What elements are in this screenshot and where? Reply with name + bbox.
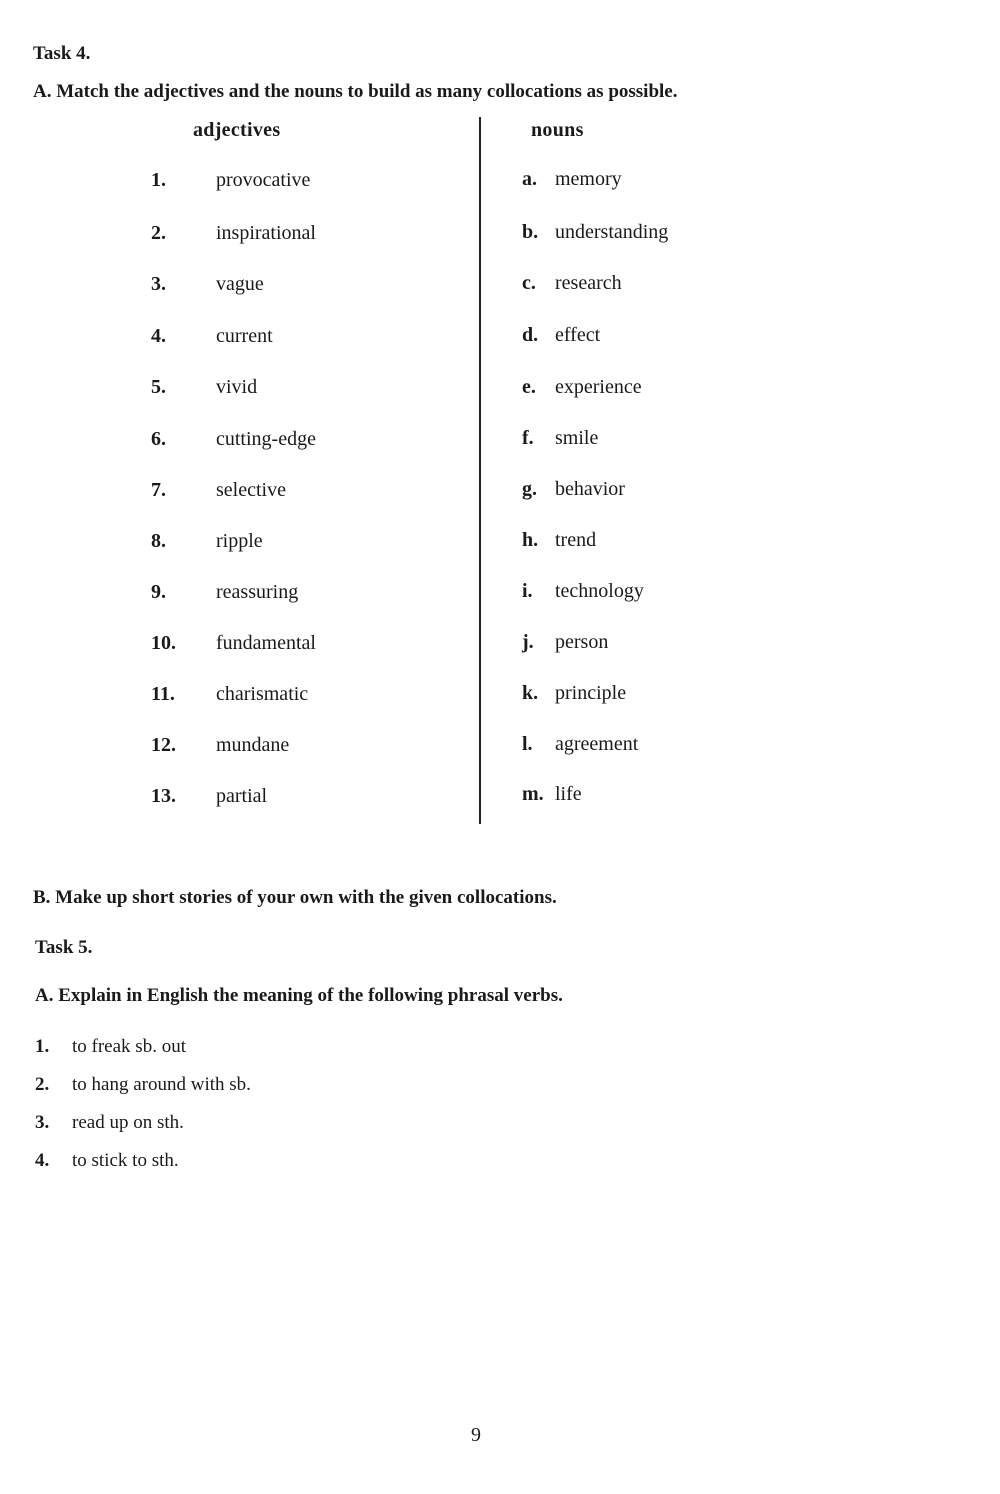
adjective-word: partial <box>216 785 268 807</box>
adjective-word: fundamental <box>216 632 316 654</box>
noun-letter: d. <box>522 324 539 346</box>
nouns-header: nouns <box>531 119 584 141</box>
noun-word: agreement <box>555 733 639 755</box>
phrasal-verb-text: read up on sth. <box>72 1112 184 1133</box>
adjective-word: provocative <box>216 169 311 191</box>
noun-word: person <box>555 631 609 653</box>
adjective-number: 1. <box>151 169 166 191</box>
adjective-number: 13. <box>151 785 176 807</box>
adjective-number: 9. <box>151 581 166 603</box>
noun-word: technology <box>555 580 644 602</box>
phrasal-verb-number: 1. <box>35 1036 50 1057</box>
adjective-word: vivid <box>216 376 258 398</box>
noun-word: experience <box>555 376 642 398</box>
task4-title: Task 4. <box>33 43 91 64</box>
noun-letter: i. <box>522 580 533 602</box>
task5-instruction-a: A. Explain in English the meaning of the following phrasal verbs. <box>35 985 563 1006</box>
adjective-number: 12. <box>151 734 176 756</box>
adjective-number: 7. <box>151 479 166 501</box>
noun-letter: b. <box>522 221 539 243</box>
adjective-word: current <box>216 325 273 347</box>
adjective-word: inspirational <box>216 222 316 244</box>
noun-word: trend <box>555 529 597 551</box>
adjective-number: 10. <box>151 632 176 654</box>
phrasal-verb-number: 2. <box>35 1074 50 1095</box>
adjectives-header: adjectives <box>193 119 281 141</box>
task4-instruction-b: B. Make up short stories of your own with the given collocations. <box>33 887 557 908</box>
phrasal-verb-text: to freak sb. out <box>72 1036 186 1057</box>
noun-word: research <box>555 272 622 294</box>
column-divider <box>479 117 481 824</box>
noun-letter: m. <box>522 783 544 805</box>
adjective-number: 2. <box>151 222 166 244</box>
noun-letter: j. <box>522 631 534 653</box>
adjective-word: reassuring <box>216 581 299 603</box>
noun-letter: f. <box>522 427 534 449</box>
adjective-number: 4. <box>151 325 166 347</box>
adjective-number: 5. <box>151 376 166 398</box>
task5-title: Task 5. <box>35 937 93 958</box>
adjective-number: 6. <box>151 428 166 450</box>
noun-letter: h. <box>522 529 539 551</box>
adjective-word: charismatic <box>216 683 309 705</box>
noun-word: memory <box>555 168 622 190</box>
noun-word: life <box>555 783 582 805</box>
page-number: 9 <box>471 1424 481 1446</box>
noun-letter: g. <box>522 478 537 500</box>
adjective-word: selective <box>216 479 286 501</box>
task4-instruction-a: A. Match the adjectives and the nouns to build as many collocations as possible. <box>33 81 678 102</box>
noun-word: understanding <box>555 221 669 243</box>
adjective-word: ripple <box>216 530 263 552</box>
adjective-number: 3. <box>151 273 166 295</box>
adjective-word: mundane <box>216 734 290 756</box>
adjective-number: 11. <box>151 683 175 705</box>
phrasal-verb-number: 3. <box>35 1112 50 1133</box>
noun-letter: c. <box>522 272 536 294</box>
phrasal-verb-number: 4. <box>35 1150 50 1171</box>
phrasal-verb-text: to stick to sth. <box>72 1150 179 1171</box>
noun-word: smile <box>555 427 599 449</box>
adjective-word: cutting-edge <box>216 428 316 450</box>
noun-letter: a. <box>522 168 537 190</box>
phrasal-verb-text: to hang around with sb. <box>72 1074 251 1095</box>
noun-letter: k. <box>522 682 539 704</box>
noun-letter: e. <box>522 376 536 398</box>
noun-word: principle <box>555 682 627 704</box>
noun-word: behavior <box>555 478 625 500</box>
noun-word: effect <box>555 324 601 346</box>
noun-letter: l. <box>522 733 533 755</box>
adjective-word: vague <box>216 273 264 295</box>
adjective-number: 8. <box>151 530 166 552</box>
